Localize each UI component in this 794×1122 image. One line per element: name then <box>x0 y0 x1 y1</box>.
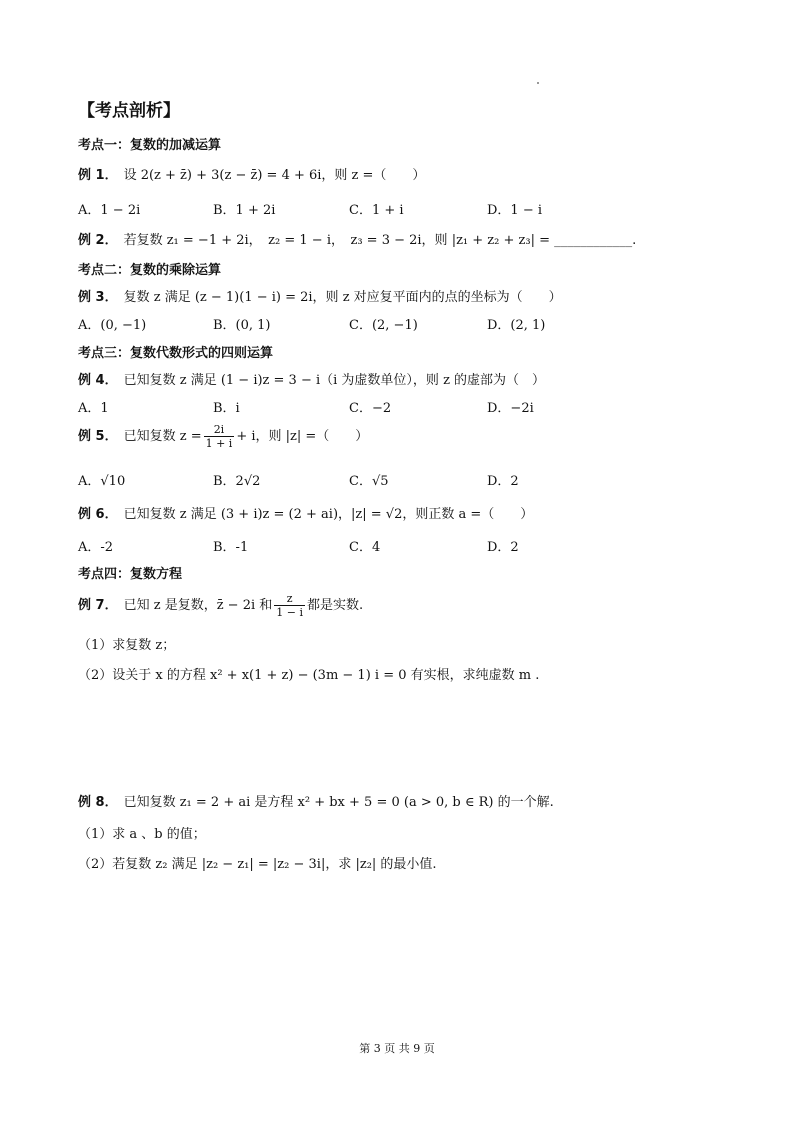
example-6-label: 例 6． <box>78 507 118 522</box>
example-1-option-a: A．1 − 2i <box>78 203 141 218</box>
example-4-stem: 已知复数 z 满足 (1 − i)z = 3 − i（i 为虚数单位），则 z 的虚部为（ ） <box>123 373 546 388</box>
example-1-option-d: D．1 − i <box>487 203 543 218</box>
example-5-option-a: A．√10 <box>78 474 126 489</box>
example-1 <box>78 164 425 183</box>
example-5-fraction <box>204 423 235 450</box>
example-8-label: 例 8． <box>78 795 118 810</box>
example-1-label: 例 1． <box>78 168 118 183</box>
example-3-option-a: A．(0, −1) <box>78 318 147 333</box>
example-4-option-c: C．−2 <box>349 401 392 416</box>
example-6-stem: 已知复数 z 满足 (3 + i)z = (2 + ai)，|z| = √2，则正数 a =（ ） <box>123 507 534 522</box>
example-3-label: 例 3． <box>78 290 118 305</box>
example-8-question-2: （2）若复数 z₂ 满足 |z₂ − z₁| = |z₂ − 3i|，求 |z₂| 的最小值. <box>78 857 437 872</box>
example-3-option-b: B．(0, 1) <box>213 318 271 333</box>
example-8-stem: 已知复数 z₁ = 2 + ai 是方程 x² + bx + 5 = 0 (a > 0, b ∈ R) 的一个解. <box>123 795 554 810</box>
example-1-stem: 设 2(z + z̄) + 3(z − z̄) = 4 + 6i，则 z =（ ） <box>123 168 426 183</box>
example-7-fraction <box>274 592 305 619</box>
example-8-question-1: （1）求 a 、b 的值； <box>78 827 206 842</box>
example-6-option-a: A．-2 <box>78 540 114 555</box>
example-7-label: 例 7． <box>78 598 118 613</box>
example-5-stem-b: + i，则 |z| =（ ） <box>236 429 369 444</box>
example-7-question-1: （1）求复数 z； <box>78 638 176 653</box>
example-4-option-b: B．i <box>213 401 240 416</box>
example-2-label: 例 2． <box>78 233 118 248</box>
example-5-option-b: B．2√2 <box>213 474 261 489</box>
section-heading-2: 考点二：复数的乘除运算 <box>78 263 222 278</box>
example-5-option-d: D．2 <box>487 474 519 489</box>
example-2-stem: 若复数 z₁ = −1 + 2i， z₂ = 1 − i， z₃ = 3 − 2i，则 |z₁ + z₂ + z₃| = ____________. <box>123 233 637 248</box>
example-4 <box>78 369 545 388</box>
example-3-option-c: C．(2, −1) <box>349 318 418 333</box>
example-5-stem-a: 已知复数 z = <box>123 429 202 444</box>
example-5-fraction-denominator: 1 + i <box>205 437 233 450</box>
example-7-stem-a: 已知 z 是复数，z̄ − 2i 和 <box>123 598 273 613</box>
example-7-fraction-numerator: z <box>274 592 305 606</box>
example-5 <box>78 423 368 450</box>
section-heading-4: 考点四：复数方程 <box>78 567 183 582</box>
example-1-option-c: C．1 + i <box>349 203 404 218</box>
example-6-option-c: C．4 <box>349 540 381 555</box>
example-3-option-d: D．(2, 1) <box>487 318 546 333</box>
example-7-stem-b: 都是实数. <box>307 598 364 613</box>
example-1-option-b: B．1 + 2i <box>213 203 276 218</box>
example-8 <box>78 791 554 810</box>
example-4-option-d: D．−2i <box>487 401 534 416</box>
example-3-stem: 复数 z 满足 (z − 1)(1 − i) = 2i，则 z 对应复平面内的点的坐标为（ ） <box>123 290 562 305</box>
example-4-label: 例 4． <box>78 373 118 388</box>
example-5-option-c: C．√5 <box>349 474 389 489</box>
example-6-option-b: B．-1 <box>213 540 249 555</box>
example-5-label: 例 5． <box>78 429 118 444</box>
example-3 <box>78 286 562 305</box>
decorative-dot <box>537 82 539 84</box>
example-4-option-a: A．1 <box>78 401 109 416</box>
page-title: 【考点剖析】 <box>78 101 180 121</box>
example-5-fraction-numerator: 2i <box>204 423 235 437</box>
example-7-fraction-denominator: 1 − i <box>276 606 303 619</box>
example-2 <box>78 229 636 248</box>
section-heading-3: 考点三：复数代数形式的四则运算 <box>78 346 274 361</box>
section-heading-1: 考点一：复数的加减运算 <box>78 138 222 153</box>
example-7 <box>78 592 363 619</box>
example-6-option-d: D．2 <box>487 540 519 555</box>
example-6 <box>78 503 533 522</box>
page-footer: 第 3 页 共 9 页 <box>359 1042 435 1055</box>
example-7-question-2: （2）设关于 x 的方程 x² + x(1 + z) − (3m − 1) i = 0 有实根，求纯虚数 m . <box>78 668 540 683</box>
